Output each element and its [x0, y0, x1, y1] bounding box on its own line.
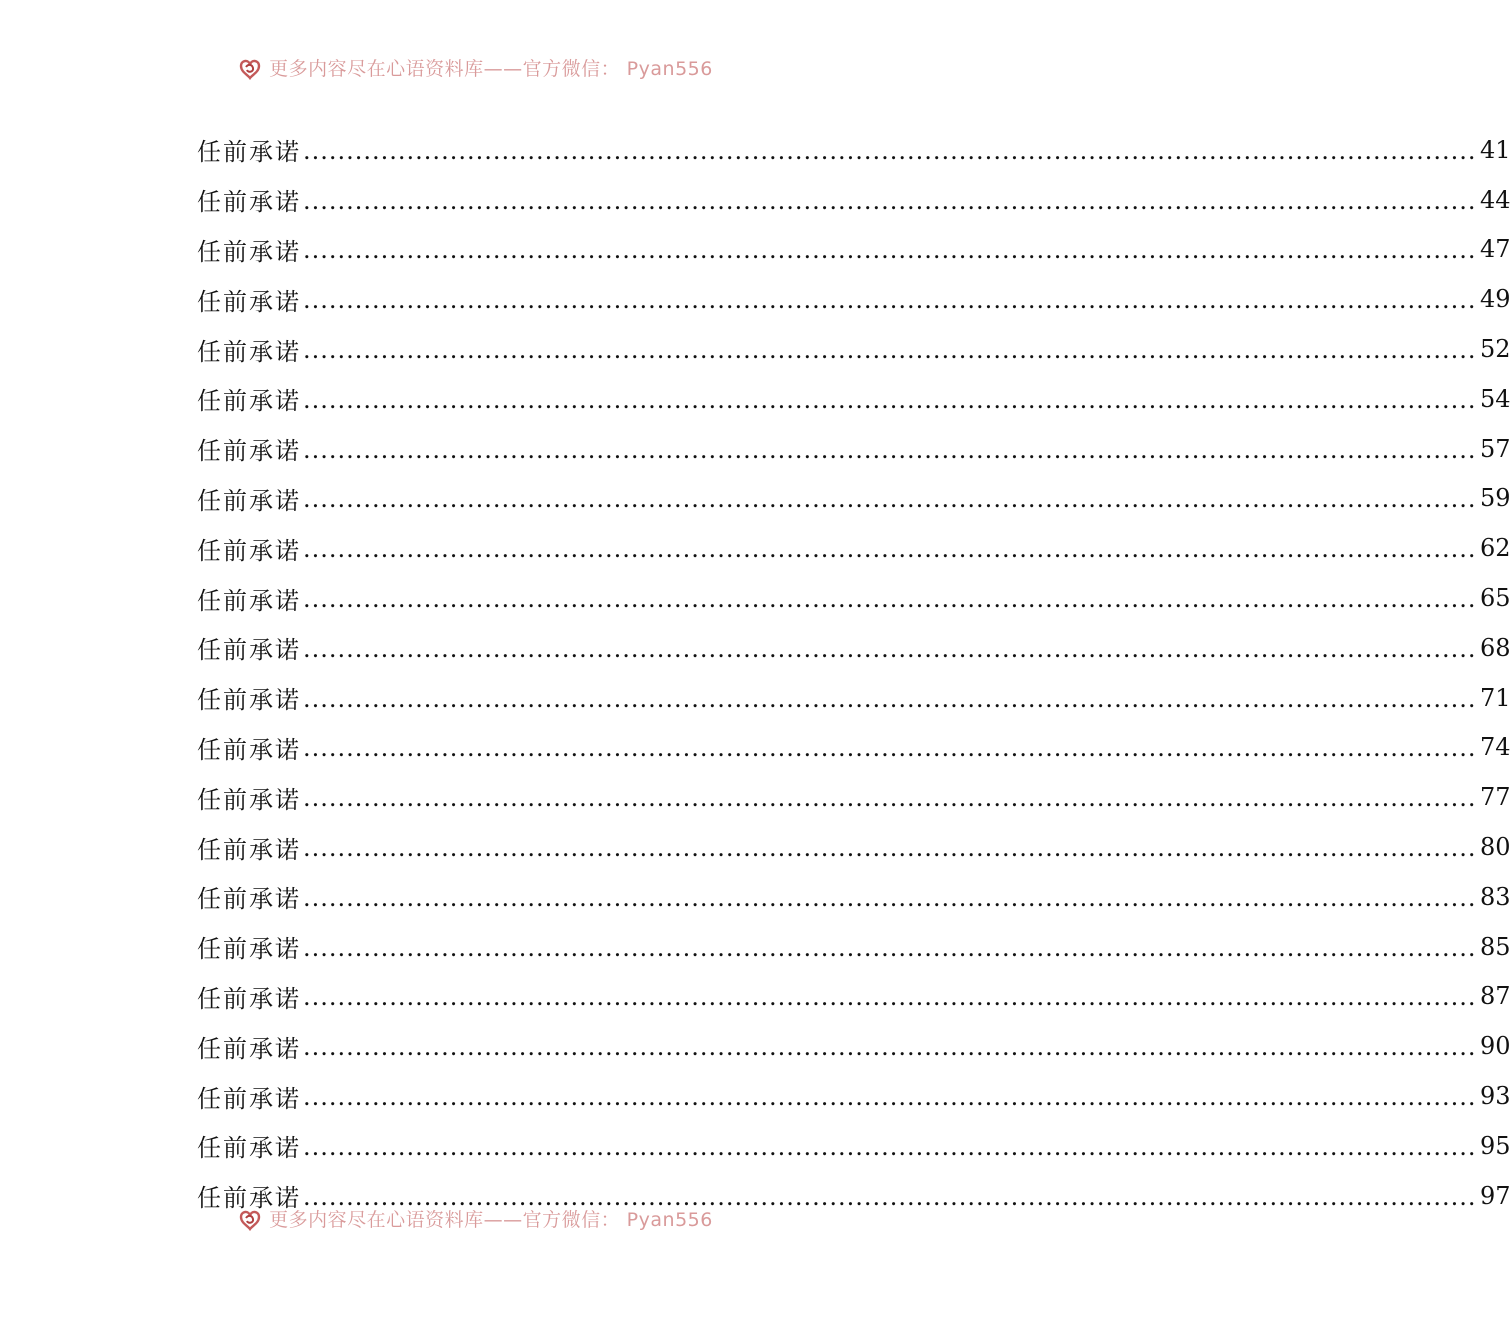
- toc-entry[interactable]: [197, 723, 1511, 773]
- toc-entry-page-number: 87: [1479, 982, 1511, 1011]
- toc-entry[interactable]: [197, 623, 1511, 673]
- toc-dot-leader: ........................................................................................................................................: [303, 585, 1477, 614]
- toc-entry[interactable]: [197, 872, 1511, 922]
- footer-watermark-text: 更多内容尽在心语资料库——官方微信： Pyan556: [269, 1208, 713, 1231]
- toc-entry-title: 任前承诺: [197, 1084, 301, 1113]
- toc-entry-title: 任前承诺: [197, 237, 301, 266]
- footer-watermark-content: [237, 1205, 713, 1232]
- toc-dot-leader: ........................................................................................................................................: [303, 684, 1477, 713]
- toc-dot-leader: ........................................................................................................................................: [303, 336, 1477, 365]
- toc-dot-leader: ........................................................................................................................................: [303, 385, 1477, 414]
- toc-dot-leader: ........................................................................................................................................: [303, 933, 1477, 962]
- toc-entry[interactable]: [197, 374, 1511, 424]
- toc-entry[interactable]: [197, 474, 1511, 524]
- toc-entry[interactable]: [197, 1121, 1511, 1171]
- toc-dot-leader: ........................................................................................................................................: [303, 186, 1477, 215]
- table-of-contents: [197, 125, 1511, 1221]
- toc-entry-title: 任前承诺: [197, 188, 301, 217]
- toc-entry-page-number: 47: [1479, 235, 1511, 264]
- toc-entry[interactable]: [197, 523, 1511, 573]
- footer-watermark: [0, 1209, 950, 1235]
- toc-entry-page-number: 54: [1479, 384, 1511, 413]
- toc-dot-leader: ........................................................................................................................................: [303, 883, 1477, 912]
- toc-entry[interactable]: [197, 573, 1511, 623]
- toc-entry-page-number: 90: [1479, 1032, 1511, 1061]
- toc-entry[interactable]: [197, 324, 1511, 374]
- toc-entry-title: 任前承诺: [197, 536, 301, 565]
- toc-entry[interactable]: [197, 1021, 1511, 1071]
- toc-dot-leader: ........................................................................................................................................: [303, 983, 1477, 1012]
- toc-entry-page-number: 57: [1479, 434, 1511, 463]
- toc-entry[interactable]: [197, 274, 1511, 324]
- toc-entry-title: 任前承诺: [197, 1184, 301, 1213]
- toc-entry-title: 任前承诺: [197, 437, 301, 466]
- toc-entry-page-number: 52: [1479, 335, 1511, 364]
- toc-dot-leader: ........................................................................................................................................: [303, 784, 1477, 813]
- toc-entry[interactable]: [197, 1071, 1511, 1121]
- toc-entry-page-number: 44: [1479, 185, 1511, 214]
- toc-entry[interactable]: [197, 972, 1511, 1022]
- toc-entry-title: 任前承诺: [197, 735, 301, 764]
- toc-entry-title: 任前承诺: [197, 387, 301, 416]
- toc-entry-page-number: 83: [1479, 882, 1511, 911]
- toc-dot-leader: ........................................................................................................................................: [303, 834, 1477, 863]
- toc-entry-title: 任前承诺: [197, 935, 301, 964]
- toc-dot-leader: ........................................................................................................................................: [303, 136, 1477, 165]
- toc-entry-page-number: 41: [1479, 135, 1511, 164]
- toc-dot-leader: ........................................................................................................................................: [303, 1033, 1477, 1062]
- toc-dot-leader: ........................................................................................................................................: [303, 236, 1477, 265]
- toc-entry[interactable]: [197, 424, 1511, 474]
- toc-dot-leader: ........................................................................................................................................: [303, 535, 1477, 564]
- toc-entry-page-number: 65: [1479, 584, 1511, 613]
- toc-entry-page-number: 77: [1479, 783, 1511, 812]
- toc-entry-page-number: 97: [1479, 1181, 1511, 1210]
- toc-entry[interactable]: [197, 175, 1511, 225]
- toc-entry-page-number: 80: [1479, 833, 1511, 862]
- toc-entry[interactable]: [197, 822, 1511, 872]
- toc-entry-page-number: 68: [1479, 633, 1511, 662]
- toc-entry[interactable]: [197, 125, 1511, 175]
- toc-dot-leader: ........................................................................................................................................: [303, 1083, 1477, 1112]
- toc-entry-page-number: 59: [1479, 484, 1511, 513]
- toc-entry[interactable]: [197, 922, 1511, 972]
- toc-dot-leader: ........................................................................................................................................: [303, 286, 1477, 315]
- toc-entry-title: 任前承诺: [197, 636, 301, 665]
- toc-entry-title: 任前承诺: [197, 785, 301, 814]
- toc-entry-page-number: 74: [1479, 733, 1511, 762]
- toc-dot-leader: ........................................................................................................................................: [303, 634, 1477, 663]
- heart-swirl-logo-icon: [237, 54, 263, 80]
- toc-entry-page-number: 93: [1479, 1082, 1511, 1111]
- toc-dot-leader: ........................................................................................................................................: [303, 734, 1477, 763]
- heart-swirl-logo-icon: [237, 1205, 263, 1231]
- toc-entry-page-number: 85: [1479, 932, 1511, 961]
- toc-entry-title: 任前承诺: [197, 885, 301, 914]
- toc-entry-title: 任前承诺: [197, 1034, 301, 1063]
- toc-dot-leader: ........................................................................................................................................: [303, 485, 1477, 514]
- toc-entry-title: 任前承诺: [197, 1134, 301, 1163]
- toc-entry[interactable]: [197, 225, 1511, 275]
- toc-entry-title: 任前承诺: [197, 138, 301, 167]
- toc-dot-leader: ........................................................................................................................................: [303, 1132, 1477, 1161]
- toc-entry-title: 任前承诺: [197, 984, 301, 1013]
- toc-entry-title: 任前承诺: [197, 337, 301, 366]
- toc-entry-page-number: 62: [1479, 534, 1511, 563]
- header-watermark: [0, 58, 950, 84]
- toc-entry[interactable]: [197, 673, 1511, 723]
- toc-entry-title: 任前承诺: [197, 287, 301, 316]
- toc-entry-page-number: 71: [1479, 683, 1511, 712]
- toc-entry-page-number: 49: [1479, 285, 1511, 314]
- toc-dot-leader: ........................................................................................................................................: [303, 435, 1477, 464]
- toc-entry-title: 任前承诺: [197, 486, 301, 515]
- toc-dot-leader: ........................................................................................................................................: [303, 1182, 1477, 1211]
- toc-entry[interactable]: [197, 772, 1511, 822]
- toc-entry-title: 任前承诺: [197, 835, 301, 864]
- header-watermark-content: [237, 54, 713, 81]
- toc-entry-title: 任前承诺: [197, 586, 301, 615]
- toc-entry-title: 任前承诺: [197, 686, 301, 715]
- toc-entry-page-number: 95: [1479, 1131, 1511, 1160]
- header-watermark-text: 更多内容尽在心语资料库——官方微信： Pyan556: [269, 57, 713, 80]
